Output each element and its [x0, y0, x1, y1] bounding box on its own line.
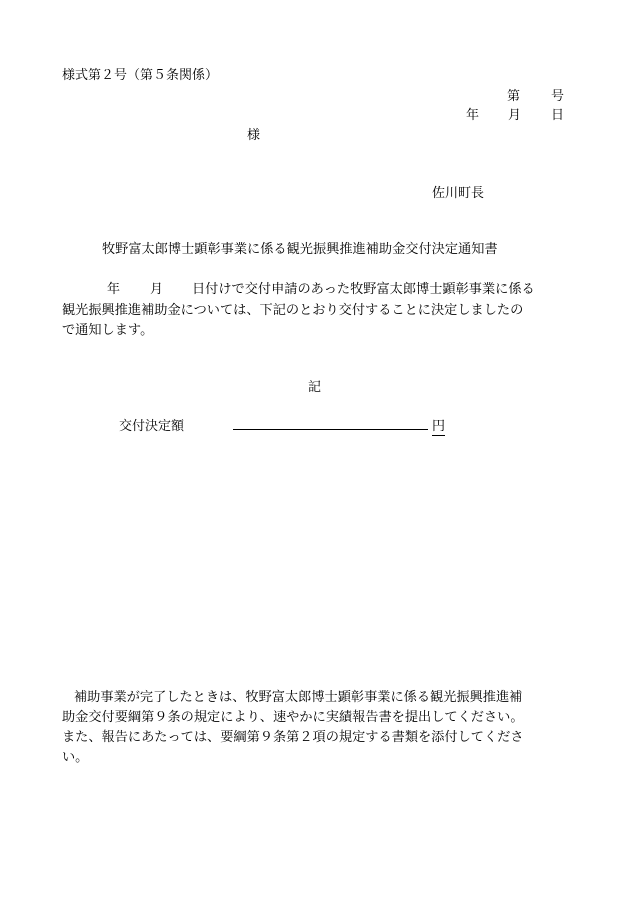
body-year: 年 — [107, 282, 121, 297]
amount-blank-line — [233, 429, 428, 430]
date-day: 日 — [551, 108, 565, 123]
addressee-suffix: 様 — [247, 128, 261, 143]
body-line-1: 日付けで交付申請のあった牧野富太郎博士顕彰事業に係る — [192, 282, 535, 297]
body-line-2: 観光振興推進補助金については、下記のとおり交付することに決定しましたの — [62, 303, 524, 318]
number-go: 号 — [551, 89, 565, 104]
form-number: 様式第２号（第５条関係） — [62, 68, 219, 83]
date-month: 月 — [508, 108, 522, 123]
note-line-3: また、報告にあたっては、要綱第９条第２項の規定する書類を添付してくださ — [62, 730, 524, 745]
number-dai: 第 — [507, 89, 521, 104]
amount-unit: 円 — [432, 415, 445, 436]
document-title: 牧野富太郎博士顕彰事業に係る観光振興推進補助金交付決定通知書 — [102, 242, 498, 257]
body-line-3: で通知します。 — [62, 323, 154, 338]
sender: 佐川町長 — [432, 186, 485, 201]
note-line-4: い。 — [62, 750, 89, 765]
date-year: 年 — [466, 108, 480, 123]
body-month: 月 — [150, 282, 164, 297]
note-line-1: 補助事業が完了したときは、牧野富太郎博士顕彰事業に係る観光振興推進補 — [74, 690, 523, 705]
ki-heading: 記 — [308, 380, 322, 395]
amount-label: 交付決定額 — [119, 419, 185, 434]
note-line-2: 助金交付要綱第９条の規定により、速やかに実績報告書を提出してください。 — [62, 710, 524, 725]
